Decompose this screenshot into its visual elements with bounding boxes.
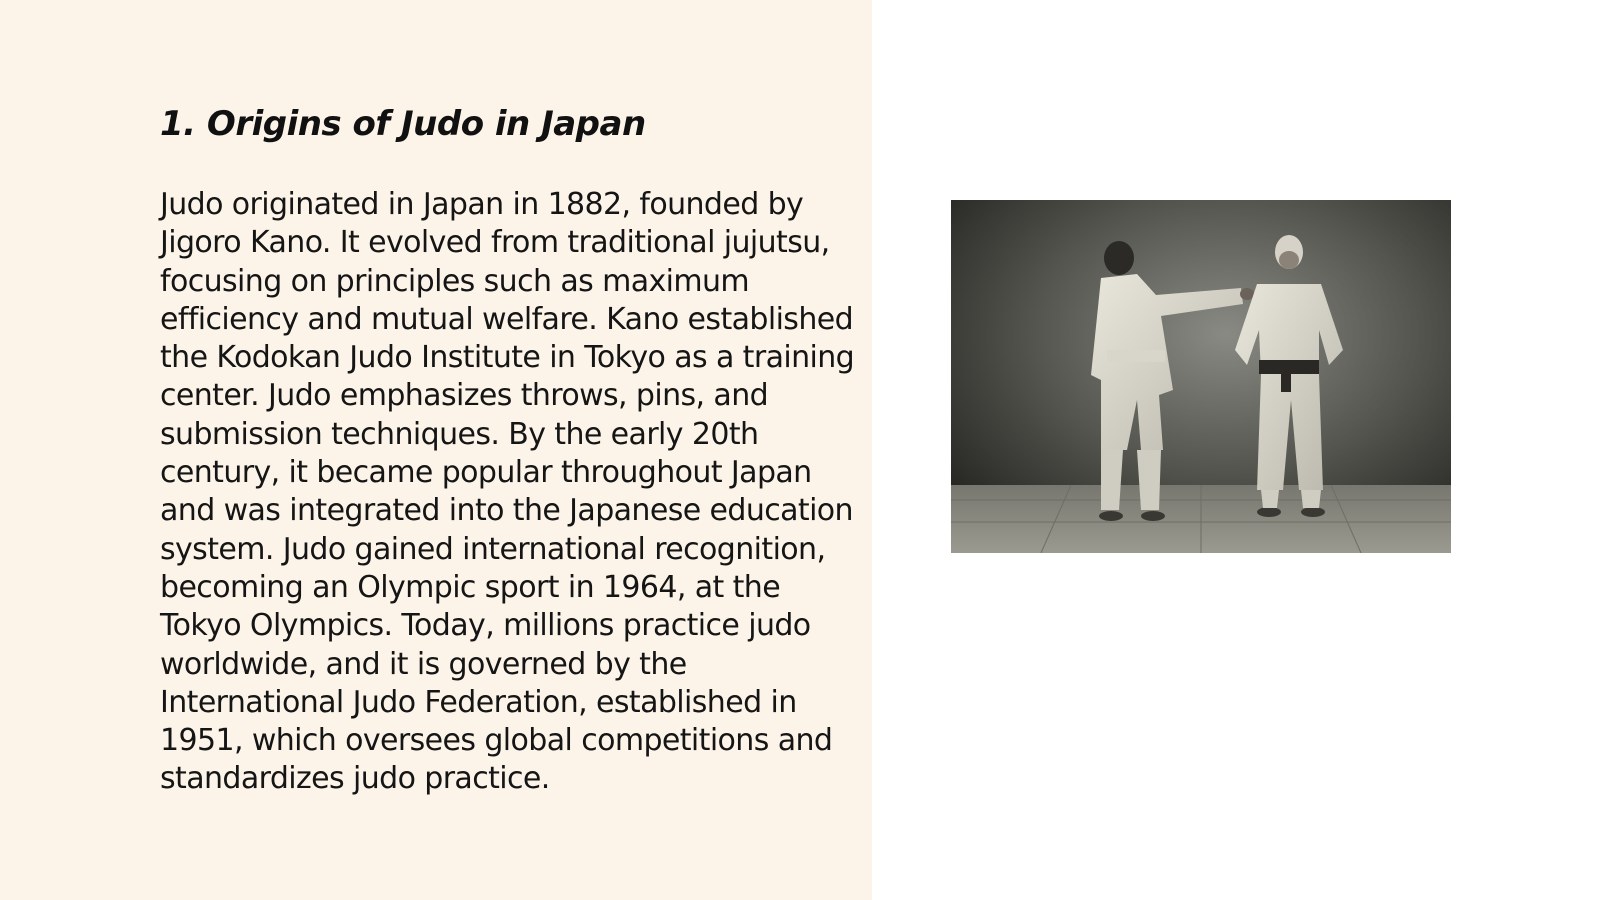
slide-title: 1. Origins of Judo in Japan <box>160 104 646 144</box>
judo-photo-image <box>951 200 1451 553</box>
judo-photo <box>951 200 1451 553</box>
slide-body-text: Judo originated in Japan in 1882, founded by Jigoro Kano. It evolved from traditional jujutsu, focusing on principles such as maximum efficiency and mutual welfare. Kano established the Kodokan Judo Institute in Tokyo as a training center. Judo emphasizes throws, pins, and submission techniques. By the early 20th century, it became popular throughout Japan and was integrated into the Japanese education system. Judo gained international recognition, becoming an Olympic sport in 1964, at the Tokyo Olympics. Today, millions practice judo worldwide, and it is governed by the International Judo Federation, established in 1951, which oversees global competitions and standardizes judo practice. <box>160 187 855 797</box>
